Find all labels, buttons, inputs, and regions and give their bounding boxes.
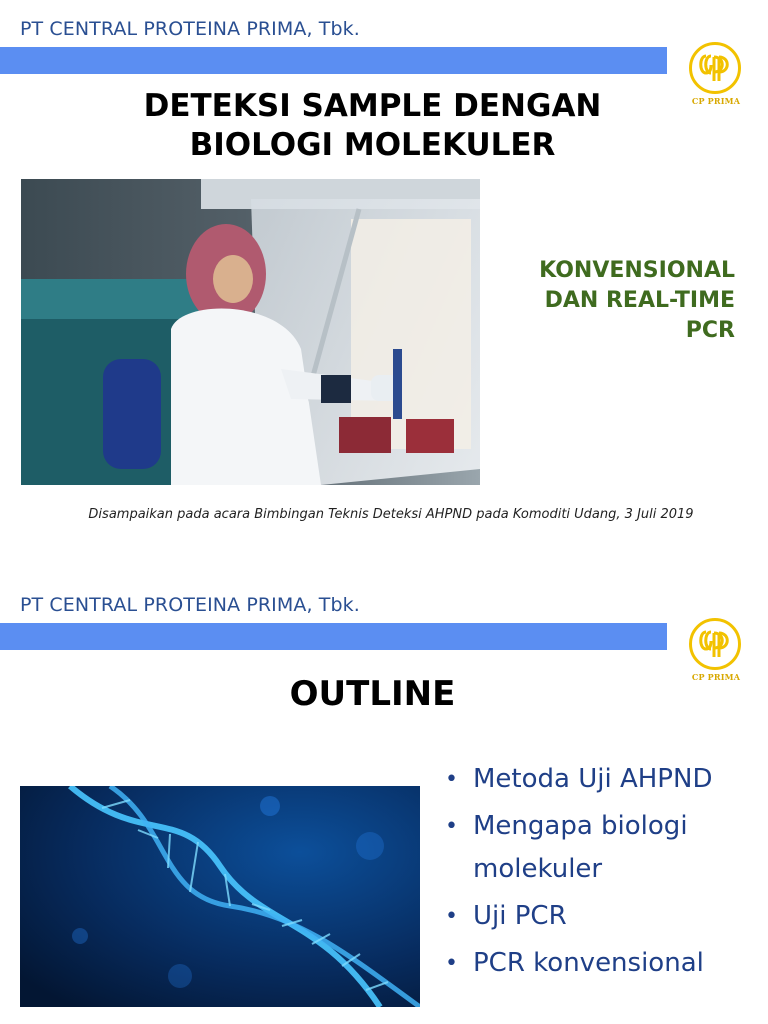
- header-bar: [0, 47, 667, 74]
- list-item: • Metoda Uji AHPND: [443, 758, 763, 801]
- title-line-1: DETEKSI SAMPLE DENGAN: [143, 88, 602, 124]
- header-bar: [0, 623, 667, 650]
- event-caption: Disampaikan pada acara Bimbingan Teknis Deteksi AHPND pada Komoditi Udang, 3 Juli 2019: [88, 507, 694, 522]
- company-name: PT CENTRAL PROTEINA PRIMA, Tbk.: [20, 18, 360, 40]
- bullet-icon: •: [445, 951, 458, 976]
- list-item: • Mengapa biologi molekuler: [443, 805, 763, 891]
- lab-photo: [21, 179, 480, 485]
- slide-title: [0, 87, 745, 165]
- subtitle-line-2: DAN REAL-TIME: [544, 288, 735, 313]
- list-item: • PCR konvensional: [443, 942, 763, 985]
- logo-emblem-icon: [689, 618, 741, 670]
- subtitle: [490, 256, 735, 346]
- outline-list: [443, 758, 763, 989]
- bullet-icon: •: [445, 904, 458, 929]
- bullet-icon: •: [445, 814, 458, 839]
- subtitle-line-3: PCR: [685, 318, 735, 343]
- outline-title: OUTLINE: [289, 674, 456, 714]
- bullet-icon: •: [445, 767, 458, 792]
- company-name: PT CENTRAL PROTEINA PRIMA, Tbk.: [20, 594, 360, 616]
- title-line-2: BIOLOGI MOLEKULER: [189, 127, 556, 163]
- logo-text: CP PRIMA: [691, 96, 741, 106]
- subtitle-line-1: KONVENSIONAL: [539, 258, 735, 283]
- dna-image: [20, 786, 420, 1007]
- logo-text: CP PRIMA: [691, 672, 741, 682]
- slide-2: [0, 576, 768, 1024]
- list-item: • Uji PCR: [443, 895, 763, 938]
